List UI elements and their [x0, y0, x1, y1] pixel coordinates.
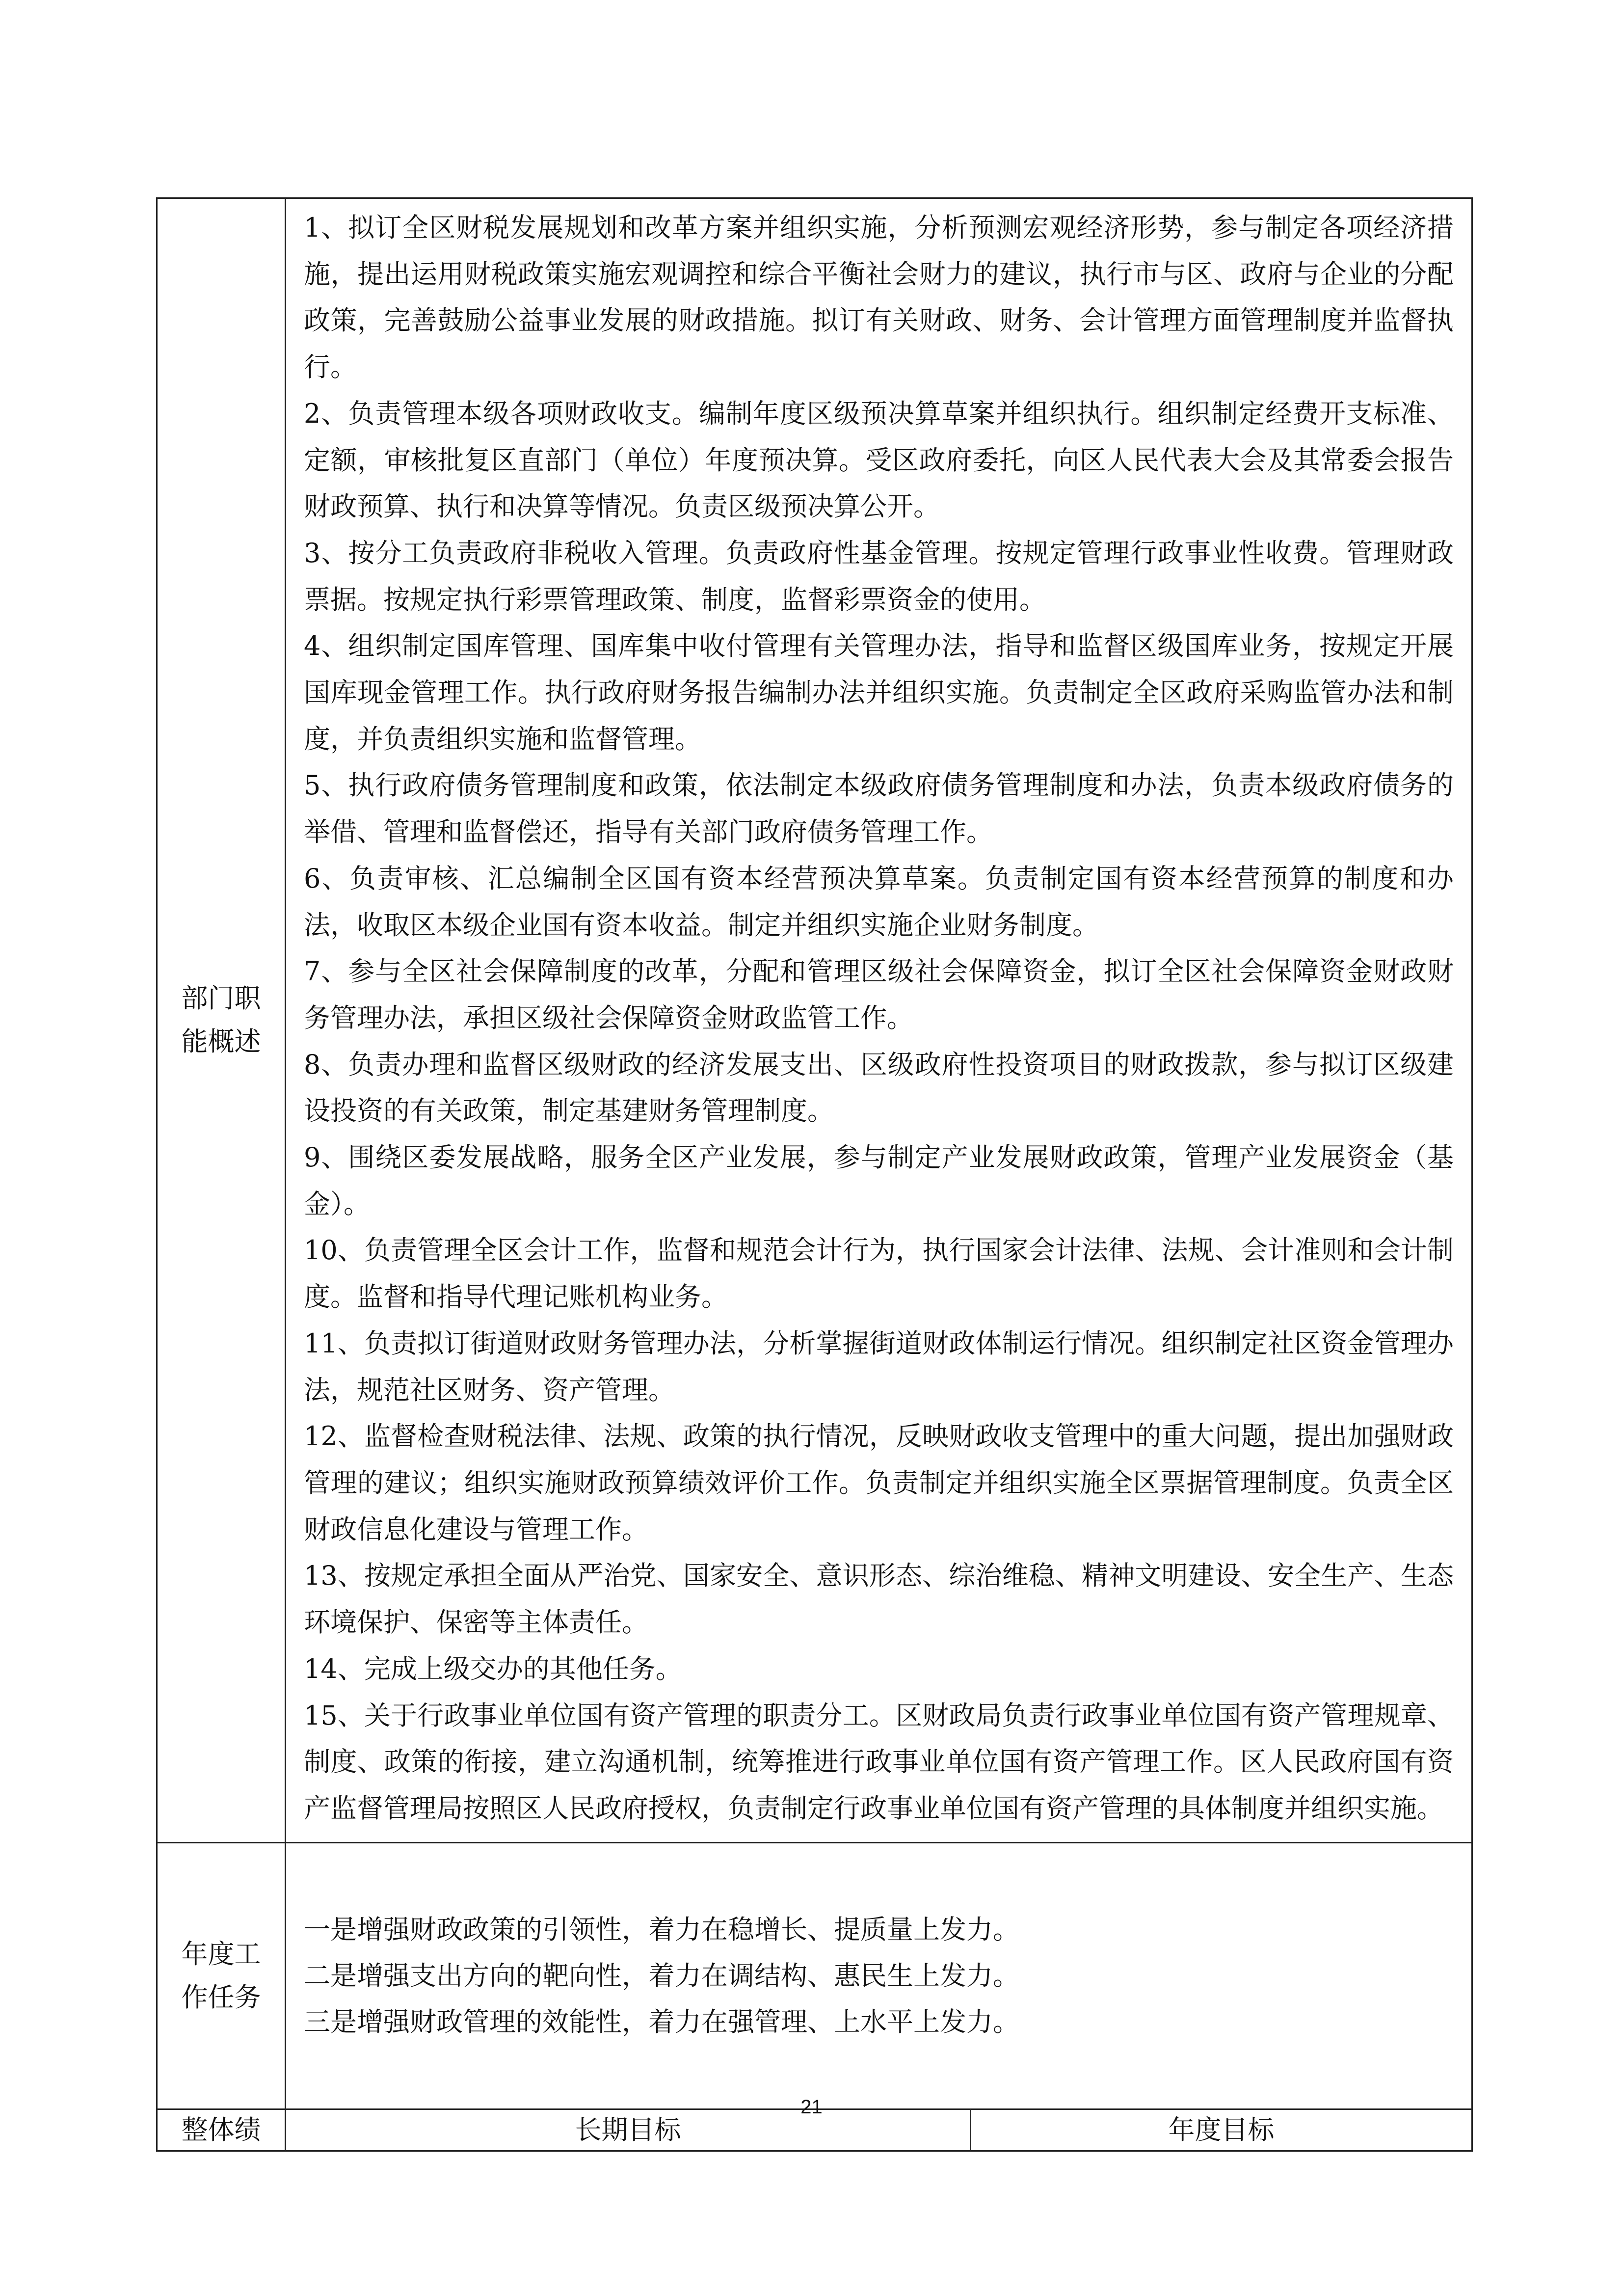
duty-item: 6、负责审核、汇总编制全区国有资本经营预决算草案。负责制定国有资本经营预算的制度和办法，收取区本级企业国有资本收益。制定并组织实施企业财务制度。	[304, 863, 1454, 941]
functions-label-line: 能概述	[181, 1026, 261, 1057]
duty-item: 9、围绕区委发展战略，服务全区产业发展，参与制定产业发展财政政策，管理产业发展资金（基金）。	[304, 1142, 1454, 1219]
duty-item: 11、负责拟订街道财政财务管理办法，分析掌握街道财政体制运行情况。组织制定社区资金管理办法，规范社区财务、资产管理。	[304, 1327, 1454, 1405]
duty-item: 2、负责管理本级各项财政收支。编制年度区级预决算草案并组织执行。组织制定经费开支标准、定额，审核批复区直部门（单位）年度预决算。受区政府委托，向区人民代表大会及其常委会报告财政预算、执行和决算等情况。负责区级预决算公开。	[304, 398, 1454, 522]
duty-item: 5、执行政府债务管理制度和政策，依法制定本级政府债务管理制度和办法，负责本级政府债务的举借、管理和监督偿还，指导有关部门政府债务管理工作。	[304, 770, 1454, 848]
department-info-table	[156, 197, 1473, 2152]
functions-label-line: 部门职	[181, 983, 261, 1014]
duty-item: 4、组织制定国库管理、国库集中收付管理有关管理办法，指导和监督区级国库业务，按规定开展国库现金管理工作。执行政府财务报告编制办法并组织实施。负责制定全区政府采购监管办法和制度，并负责组织实施和监督管理。	[304, 630, 1454, 755]
duty-item: 13、按规定承担全面从严治党、国家安全、意识形态、综治维稳、精神文明建设、安全生产、生态环境保护、保密等主体责任。	[304, 1560, 1454, 1638]
duty-item: 12、监督检查财税法律、法规、政策的执行情况，反映财政收支管理中的重大问题，提出加强财政管理的建议；组织实施财政预算绩效评价工作。负责制定并组织实施全区票据管理制度。负责全区财政信息化建设与管理工作。	[304, 1421, 1454, 1545]
annual-goals-header: 年度目标	[971, 2109, 1472, 2151]
tasks-label-line: 年度工	[181, 1938, 261, 1970]
page-number: 21	[800, 2096, 823, 2118]
functions-row	[157, 198, 1472, 1843]
task-item: 一是增强财政政策的引领性，着力在稳增长、提质量上发力。	[304, 1914, 1019, 1945]
task-item: 二是增强支出方向的靶向性，着力在调结构、惠民生上发力。	[304, 1960, 1019, 1991]
duty-item: 1、拟订全区财税发展规划和改革方案并组织实施，分析预测宏观经济形势，参与制定各项经济措施，提出运用财税政策实施宏观调控和综合平衡社会财力的建议，执行市与区、政府与企业的分配政策，完善鼓励公益事业发展的财政措施。拟订有关财政、财务、会计管理方面管理制度并监督执行。	[304, 212, 1454, 383]
duty-item: 3、按分工负责政府非税收入管理。负责政府性基金管理。按规定管理行政事业性收费。管理财政票据。按规定执行彩票管理政策、制度，监督彩票资金的使用。	[304, 537, 1454, 615]
tasks-label-line: 作任务	[181, 1981, 261, 2013]
tasks-row	[157, 1842, 1472, 2109]
functions-label-cell	[157, 198, 286, 1843]
duty-item: 8、负责办理和监督区级财政的经济发展支出、区级政府性投资项目的财政拨款，参与拟订区级建设投资的有关政策，制定基建财务管理制度。	[304, 1049, 1454, 1127]
duty-item: 14、完成上级交办的其他任务。	[304, 1653, 682, 1684]
tasks-content-cell	[286, 1842, 1472, 2109]
functions-content-cell	[286, 198, 1472, 1843]
duty-item: 10、负责管理全区会计工作，监督和规范会计行为，执行国家会计法律、法规、会计准则和会计制度。监督和指导代理记账机构业务。	[304, 1235, 1454, 1313]
performance-label-cell: 整体绩	[157, 2109, 286, 2151]
duty-item: 15、关于行政事业单位国有资产管理的职责分工。区财政局负责行政事业单位国有资产管理规章、制度、政策的衔接，建立沟通机制，统筹推进行政事业单位国有资产管理工作。区人民政府国有资产监督管理局按照区人民政府授权，负责制定行政事业单位国有资产管理的具体制度并组织实施。	[304, 1700, 1454, 1824]
long-term-goals-header: 长期目标	[286, 2109, 971, 2151]
duty-item: 7、参与全区社会保障制度的改革，分配和管理区级社会保障资金，拟订全区社会保障资金财政财务管理办法，承担区级社会保障资金财政监管工作。	[304, 956, 1454, 1033]
tasks-label-cell	[157, 1842, 286, 2109]
task-item: 三是增强财政管理的效能性，着力在强管理、上水平上发力。	[304, 2006, 1019, 2037]
